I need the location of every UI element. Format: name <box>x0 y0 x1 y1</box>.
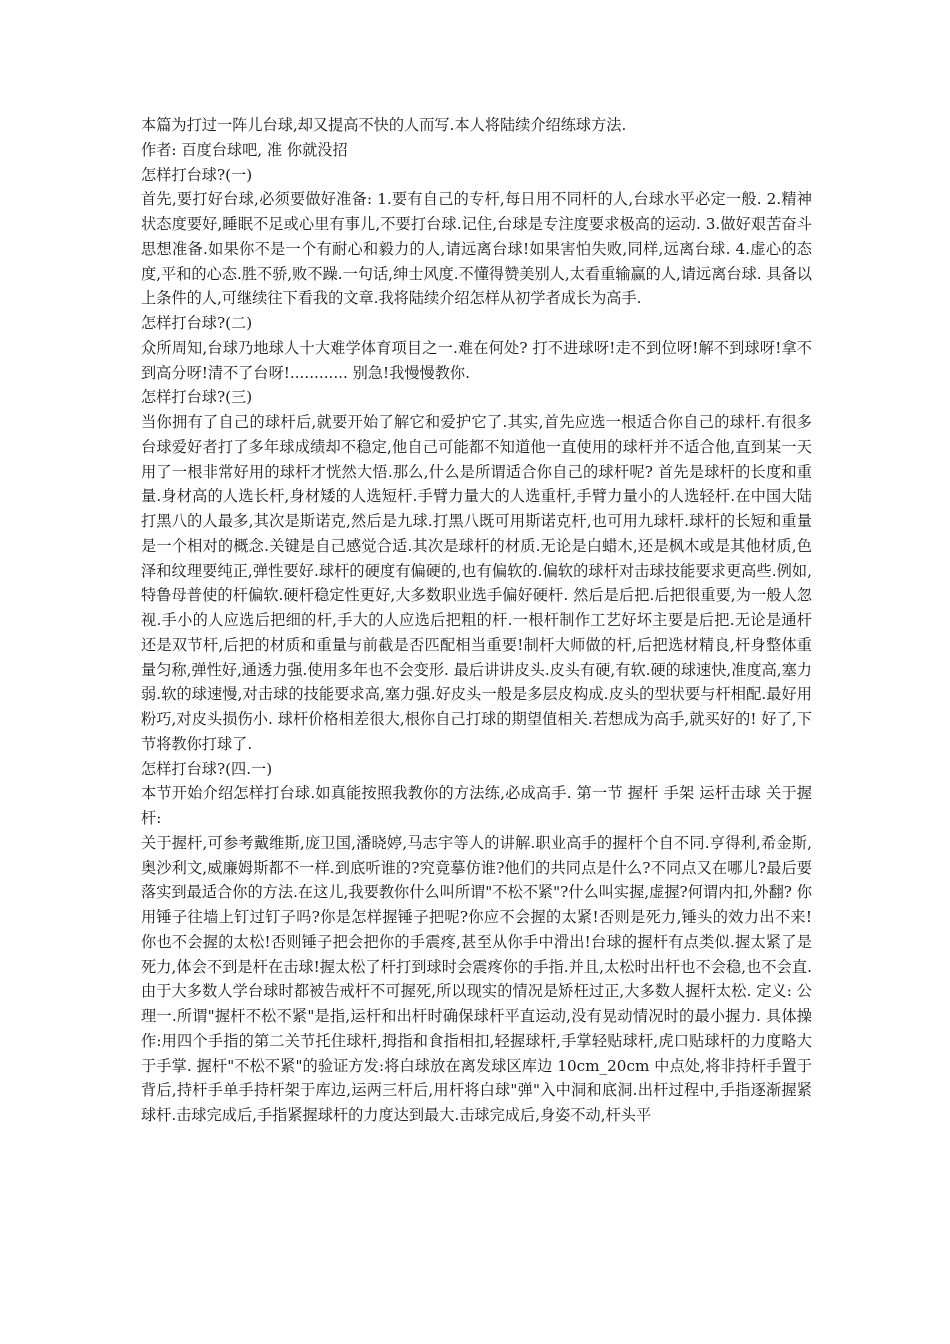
section-paragraph-3: 当你拥有了自己的球杆后,就要开始了解它和爱护它了.其实,首先应选一根适合你自己的球杆.有很多台球爱好者打了多年球成绩却不稳定,他自己可能都不知道他一直使用的球杆并不适合他,直到某一天用了一根非常好用的球杆才恍然大悟.那么,什么是所谓适合你自己的球杆呢? 首先是球杆的长度和重量.身材高的人选长杆,身材矮的人选短杆.手臂力量大的人选重杆,手臂力量小的人选轻杆.在中国大陆打黑八的人最多,其次是斯诺克,然后是九球.打黑八既可用斯诺克杆,也可用九球杆.球杆的长短和重量是一个相对的概念.关键是自己感觉合适.其次是球杆的材质.无论是白蜡木,还是枫木或是其他材质,色泽和纹理要纯正,弹性要好.球杆的硬度有偏硬的,也有偏软的.偏软的球杆对击球技能要求更高些.例如,特鲁母普使的杆偏软.硬杆稳定性更好,大多数职业选手偏好硬杆. 然后是后把.后把很重要,为一般人忽视.手小的人应选后把细的杆,手大的人应选后把粗的杆.一根杆制作工艺好坏主要是后把.无论是通杆还是双节杆,后把的材质和重量与前截是否匹配相当重要!制杆大师做的杆,后把选材精良,杆身整体重量匀称,弹性好,通透力强.使用多年也不会变形. 最后讲讲皮头.皮头有硬,有软.硬的球速快,准度高,塞力弱.软的球速慢,对击球的技能要求高,塞力强.好皮头一般是多层皮构成.皮头的型状要与杆相配.最好用粉巧,对皮头损伤小. 球杆价格相差很大,根你自己打球的期望值相关.若想成为高手,就买好的! 好了,下节将教你打球了. <box>141 413 812 753</box>
author-line: 作者: 百度台球吧, 准 你就没招 <box>141 140 348 159</box>
section-heading-1: 怎样打台球?(一) <box>141 165 253 184</box>
section-paragraph-1: 首先,要打好台球,必须要做好准备: 1.要有自己的专杆,每日用不同杆的人,台球水平必定一般. 2.精神状态度要好,睡眠不足或心里有事儿,不要打台球.记住,台球是专注度要求极高的运动. 3.做好艰苦奋斗思想准备.如果你不是一个有耐心和毅力的人,请远离台球!如果害怕失败,同样,远离台球. 4.虚心的态度,平和的心态.胜不骄,败不躁.一句话,绅士风度.不懂得赞美别人,太看重输赢的人,请远离台球. 具备以上条件的人,可继续往下看我的文章.我将陆续介绍怎样从初学者成长为高手. <box>141 190 812 308</box>
section-heading-2: 怎样打台球?(二) <box>141 314 253 332</box>
document-body <box>141 113 812 1128</box>
section-heading-4-1: 怎样打台球?(四.一) <box>141 759 273 778</box>
section-heading-3: 怎样打台球?(三) <box>141 388 253 407</box>
section-paragraph-4-1: 关于握杆,可参考戴维斯,庞卫国,潘晓婷,马志宇等人的讲解.职业高手的握杆个自不同.亨得利,希金斯,奥沙利文,威廉姆斯都不一样.到底听谁的?究竟摹仿谁?他们的共同点是什么?不同点又在哪儿?最后要落实到最适合你的方法.在这儿,我要教你什么叫所谓"不松不紧"?什么叫实握,虚握?何谓内扣,外翻? 你用锤子往墙上钉过钉子吗?你是怎样握锤子把呢?你应不会握的太紧!否则是死力,锤头的效力出不来!你也不会握的太松!否则锤子把会把你的手震疼,甚至从你手中滑出!台球的握杆有点类似.握太紧了是死力,体会不到是杆在击球!握太松了杆打到球时会震疼你的手指.并且,太松时出杆也不会稳,也不会直.由于大多数人学台球时都被告戒杆不可握死,所以现实的情况是矫枉过正,大多数人握杆太松. 定义: 公理一.所谓"握杆不松不紧"是指,运杆和出杆时确保球杆平直运动,没有晃动情况时的最小握力. 具体操作:用四个手指的第二关节托住球杆,拇指和食指相扣,轻握球杆,手掌轻贴球杆,虎口贴球杆的力度略大于手掌. 握杆"不松不紧"的验证方发:将白球放在离发球区库边 10cm_20cm 中点处,将非持杆手置于背后,持杆手单手持杆架于库边,运两三杆后,用杆将白球"弹"入中洞和底洞.出杆过程中,手指逐渐握紧球杆.击球完成后,手指紧握球杆的力度达到最大.击球完成后,身姿不动,杆头平 <box>141 833 812 1124</box>
section-intro-4-1: 本节开始介绍怎样打台球.如真能按照我教你的方法练,必成高手. 第一节 握杆 手架 运杆击球 关于握杆: <box>141 784 812 827</box>
intro-line: 本篇为打过一阵儿台球,却又提高不快的人而写.本人将陆续介绍练球方法. <box>141 116 627 134</box>
section-paragraph-2: 众所周知,台球乃地球人十大难学体育项目之一.难在何处? 打不进球呀!走不到位呀!解不到球呀!拿不到高分呀!清不了台呀!............ 别急!我慢慢教你. <box>141 338 812 382</box>
